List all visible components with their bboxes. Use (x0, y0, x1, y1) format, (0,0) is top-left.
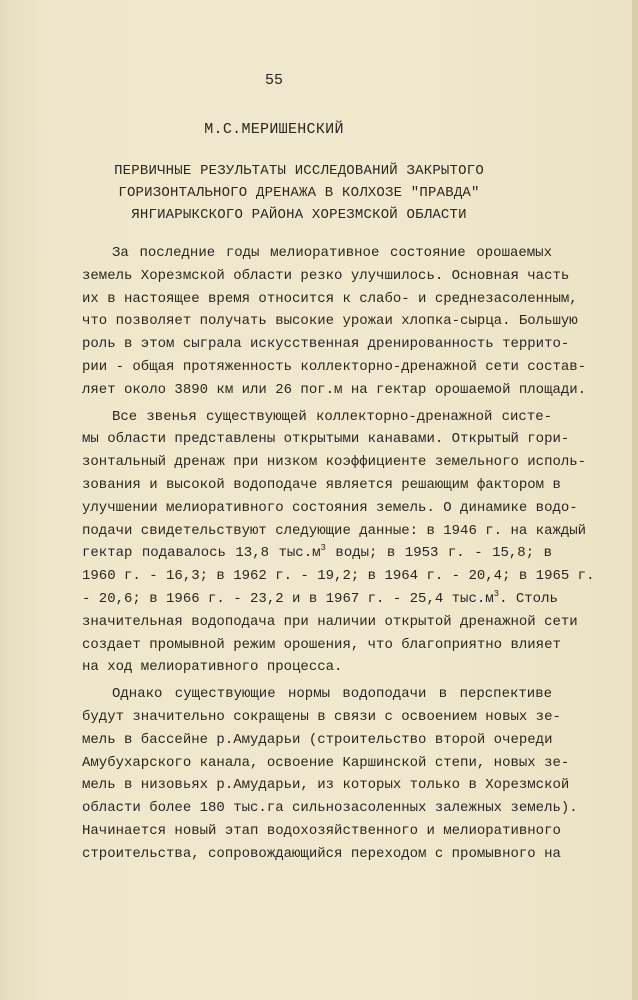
text-line: будут значительно сокращены в связи с освоением новых зе- (82, 708, 561, 725)
text-line: зования и высокой водоподаче является решающим фактором в (82, 476, 561, 493)
page-edge (632, 0, 638, 1000)
text-line: их в настоящее время относится к слабо- и среднезасоленным, (82, 290, 578, 307)
text-line: роль в этом сыграла искусственная дренированность террито- (82, 336, 570, 353)
text-line: Однако существующие нормы водоподачи в перспективе (112, 686, 552, 703)
text-line: зонтальный дренаж при низком коэффициенте земельного исполь- (82, 454, 587, 471)
text-line: значительная водоподача при наличии открытой дренажной сети (82, 613, 578, 630)
text-fragment: . Столь (499, 590, 558, 607)
text-line: мель в бассейне р.Амударьи (строительство второй очереди (82, 731, 553, 748)
text-line: мы области представлены открытыми канавами. Открытый гори- (82, 431, 570, 448)
text-line: что позволяет получать высокие урожаи хлопка-сырца. Большую (82, 313, 578, 330)
text-line: земель Хорезмской области резко улучшилось. Основная часть (82, 267, 570, 284)
text-line: на ход мелиоративного процесса. (82, 659, 343, 676)
text-fragment: воды; в 1953 г. - 15,8; в (325, 545, 552, 562)
text-line: области более 180 тыс.га сильнозасоленных залежных земель). (82, 800, 578, 817)
text-line: улучшении мелиоративного состояния земель. О динамике водо- (82, 499, 578, 516)
text-line: 1960 г. - 16,3; в 1962 г. - 19,2; в 1964 г. - 20,4; в 1965 г. (82, 568, 595, 585)
superscript: 3 (493, 588, 500, 599)
title-line: ЯНГИАРЫКСКОГО РАЙОНА ХОРЕЗМСКОЙ ОБЛАСТИ (131, 207, 467, 223)
article-body (82, 242, 595, 866)
text-line: За последние годы мелиоративное состояние орошаемых (112, 245, 552, 261)
title-line: ПЕРВИЧНЫЕ РЕЗУЛЬТАТЫ ИССЛЕДОВАНИЙ ЗАКРЫТОГО (114, 163, 484, 179)
page-number: 55 (264, 72, 283, 89)
text-line: создает промывной режим орошения, что благоприятно влияет (82, 636, 561, 653)
author-name: М.С.МЕРИШЕНСКИЙ (204, 121, 344, 138)
text-fragment: гектар подавалось 13,8 тыс.м (82, 545, 321, 562)
article-title (0, 160, 598, 226)
title-line: ГОРИЗОНТАЛЬНОГО ДРЕНАЖА В КОЛХОЗЕ "ПРАВДА" (118, 185, 480, 201)
text-line (82, 542, 552, 565)
text-line (82, 588, 558, 611)
text-line: ляет около 3890 км или 26 пог.м на гектар орошаемой площади. (82, 381, 587, 398)
text-line: мель в низовьях р.Амударьи, из которых только в Хорезмской (82, 777, 570, 794)
text-fragment: - 20,6; в 1966 г. - 23,2 и в 1967 г. - 25,4 тыс.м (82, 590, 494, 607)
superscript: 3 (320, 543, 326, 554)
text-line: подачи свидетельствуют следующие данные: в 1946 г. на каждый (82, 522, 587, 539)
text-line: Все звенья существующей коллекторно-дренажной систе- (112, 408, 552, 425)
text-line: Начинается новый этап водохозяйственного и мелиоративного (82, 822, 561, 839)
text-line: рии - общая протяженность коллекторно-дренажной сети состав- (82, 358, 587, 375)
text-line: Амубухарского канала, освоение Каршинской степи, новых зе- (82, 754, 570, 771)
text-line: строительства, сопровождающийся переходом с промывного на (82, 845, 561, 862)
